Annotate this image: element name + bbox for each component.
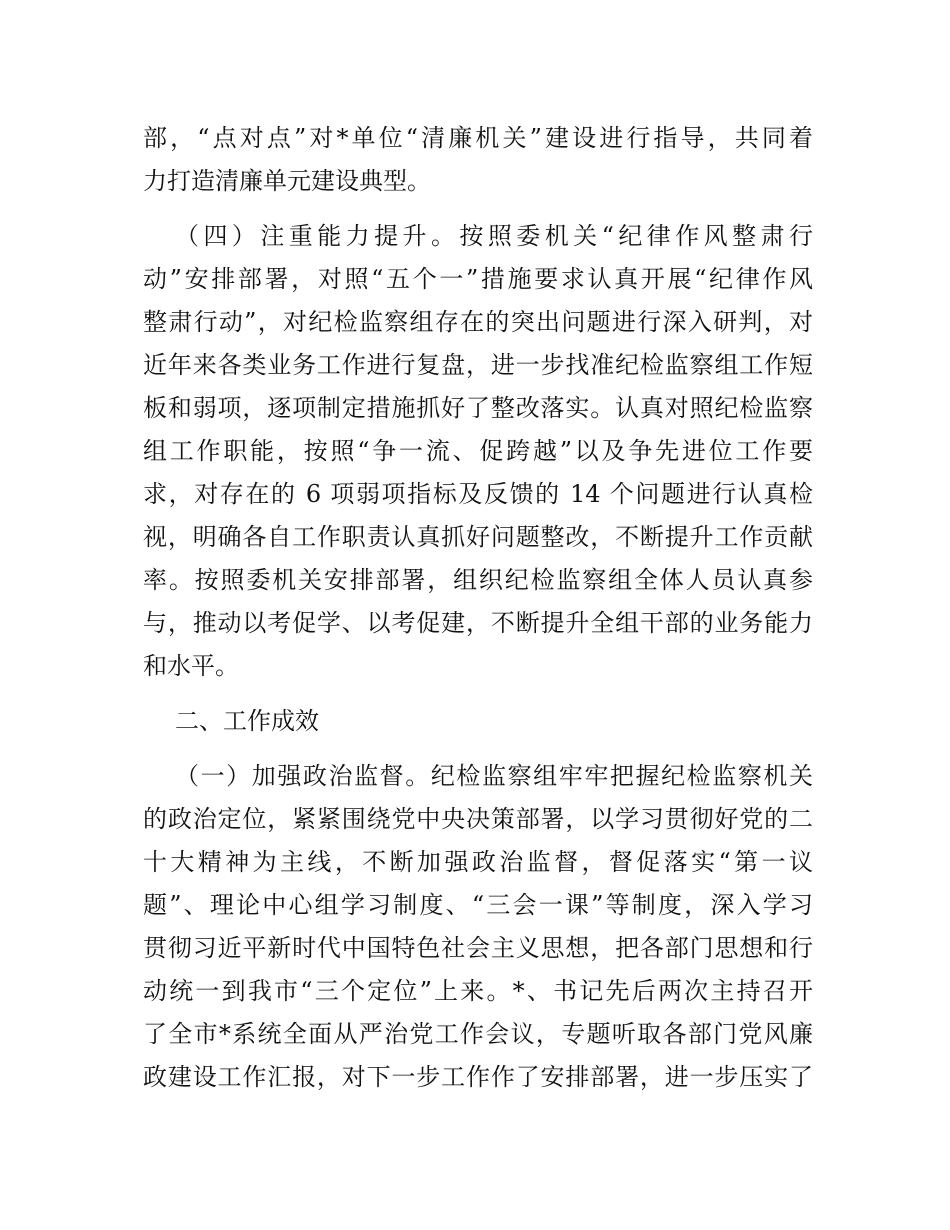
paragraph-line: 了全市*系统全面从严治党工作会议，专题听取各部门党风廉 [143,1020,813,1048]
paragraph-line: 与，推动以考促学、以考促建，不断提升全组干部的业务能力 [143,609,813,637]
paragraph-line: 的政治定位，紧紧围绕党中央决策部署，以学习贯彻好党的二 [143,805,813,833]
paragraph-line: 整肃行动”，对纪检监察组存在的突出问题进行深入研判，对 [143,308,813,336]
paragraph-line: 动统一到我市“三个定位”上来。*、书记先后两次主持召开 [143,977,813,1005]
paragraph-line: 组工作职能，按照“争一流、促跨越”以及争先进位工作要 [143,437,813,465]
paragraph-line: 部，“点对点”对*单位“清廉机关”建设进行指导，共同着 [143,124,813,152]
paragraph-line: 贯彻习近平新时代中国特色社会主义思想，把各部门思想和行 [143,934,813,962]
paragraph-line: （一）加强政治监督。纪检监察组牢牢把握纪检监察机关 [175,762,813,790]
section-heading: 二、工作成效 [175,707,319,735]
paragraph-line: 力打造清廉单元建设典型。 [143,167,431,195]
paragraph-line: 政建设工作汇报，对下一步工作作了安排部署，进一步压实了 [143,1063,813,1091]
paragraph-line: 率。按照委机关安排部署，组织纪检监察组全体人员认真参 [143,566,813,594]
paragraph-line: 近年来各类业务工作进行复盘，进一步找准纪检监察组工作短 [143,351,813,379]
paragraph-line: 十大精神为主线，不断加强政治监督，督促落实“第一议 [143,848,813,876]
paragraph-line: 动”安排部署，对照“五个一”措施要求认真开展“纪律作风 [143,265,813,293]
paragraph-line: 求，对存在的 6 项弱项指标及反馈的 14 个问题进行认真检 [143,480,813,508]
paragraph-line: 板和弱项，逐项制定措施抓好了整改落实。认真对照纪检监察 [143,394,813,422]
paragraph-line: 视，明确各自工作职责认真抓好问题整改，不断提升工作贡献 [143,523,813,551]
paragraph-line: 题”、理论中心组学习制度、“三会一课”等制度，深入学习 [143,891,813,919]
paragraph-line: 和水平。 [143,652,239,680]
paragraph-line: （四）注重能力提升。按照委机关“纪律作风整肃行 [175,222,813,250]
